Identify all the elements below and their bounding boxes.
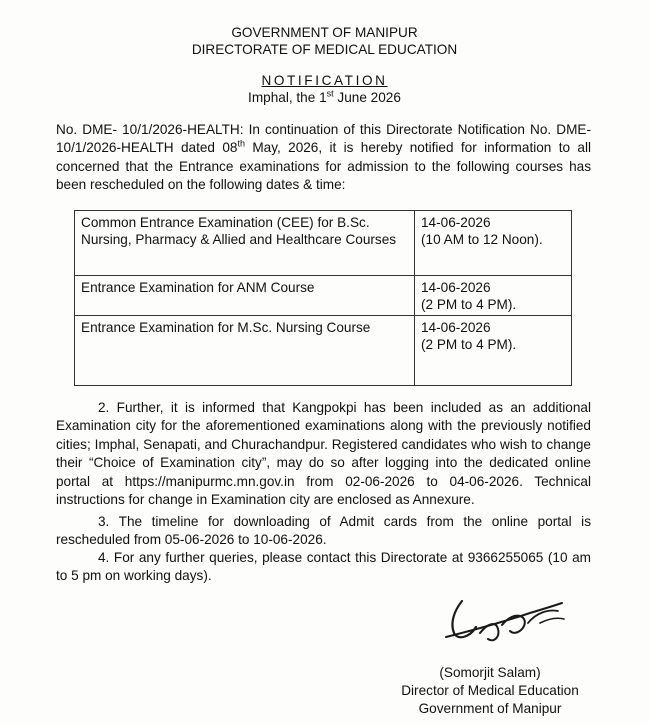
course-cell: Common Entrance Examination (CEE) for B.Sc. Nursing, Pharmacy & Allied and Healthcare Courses: [75, 211, 415, 276]
handwritten-signature: [440, 593, 580, 653]
paragraph-3-text: 3. The timeline for downloading of Admit cards from the online portal is rescheduled from 05-06-2026 to 10-06-2026.: [56, 514, 591, 548]
date-text: 14-06-2026: [421, 320, 491, 335]
paragraph-2-text: 2. Further, it is informed that Kangpokpi has been included as an additional Examination city for the aforementioned examinations along with the previously notified cities; Imphal, Senapati, and Churachandpur. Registered candidates who wish to change their “Choice of Examination city”, may do so after logging into the dedicated online portal at https://manipurmc.mn.gov.in from 02-06-2026 to 04-06-2026. Technical instructions for change in Examination city are enclosed as Annexure.: [56, 400, 591, 508]
intro-part1: No. DME- 10/1/2026-HEALTH: In continuation of this Directorate Notification No. DME- 10/1/2026-HEALTH dated 08: [56, 122, 591, 156]
notification-title: NOTIFICATION: [261, 73, 388, 88]
place-date-sup: st: [326, 88, 334, 99]
date-text: 14-06-2026: [421, 215, 491, 230]
paragraph-2: [56, 399, 591, 509]
intro-paragraph: [56, 121, 591, 195]
signatory-designation: Director of Medical Education: [401, 683, 579, 698]
course-cell: Entrance Examination for M.Sc. Nursing Course: [75, 316, 415, 386]
paragraph-4: [56, 549, 591, 586]
header-directorate: DIRECTORATE OF MEDICAL EDUCATION: [191, 42, 458, 57]
table-row: [75, 276, 572, 316]
paragraph-3: [56, 513, 591, 550]
schedule-table: [74, 210, 572, 386]
table-row: [75, 316, 572, 386]
table-row: [75, 211, 572, 276]
intro-part2: May, 2026, it is hereby notified for information to all concerned that the Entrance examinations for admission to the following courses has been rescheduled on the following dates & time:: [56, 140, 591, 193]
date-text: 14-06-2026: [421, 280, 491, 295]
signatory-name: (Somorjit Salam): [439, 665, 541, 680]
intro-sup: th: [237, 138, 245, 149]
paragraph-4-text: 4. For any further queries, please contact this Directorate at 9366255065 (10 am to 5 pm on working days).: [56, 550, 591, 584]
place-date-prefix: Imphal, the 1: [248, 90, 327, 105]
datetime-cell: [415, 276, 572, 316]
time-text: (2 PM to 4 PM).: [421, 337, 517, 352]
time-text: (10 AM to 12 Noon).: [421, 232, 543, 247]
place-date-suffix: June 2026: [333, 90, 401, 105]
place-date: [0, 89, 649, 106]
header-government: GOVERNMENT OF MANIPUR: [231, 25, 418, 40]
course-cell: Entrance Examination for ANM Course: [75, 276, 415, 316]
signatory-office: Government of Manipur: [418, 701, 562, 716]
datetime-cell: [415, 316, 572, 386]
datetime-cell: [415, 211, 572, 276]
time-text: (2 PM to 4 PM).: [421, 297, 517, 312]
